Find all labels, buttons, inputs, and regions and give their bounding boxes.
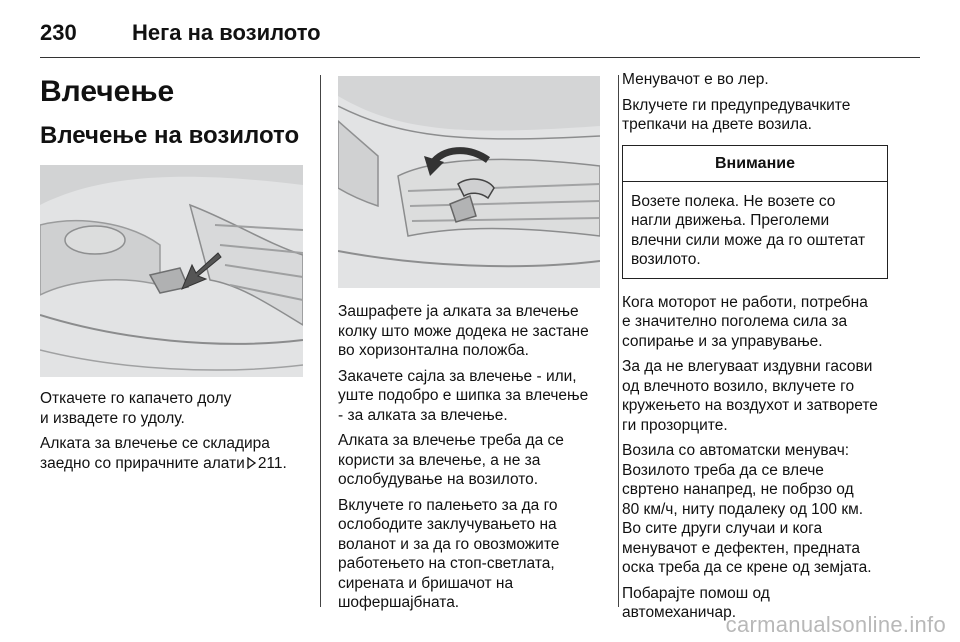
column-3 xyxy=(622,70,904,629)
towing-eye-illustration xyxy=(338,76,600,288)
warning-title: Внимание xyxy=(623,146,887,182)
paragraph: Вклучете ги предупредувачките трепкачи на двете возила. xyxy=(622,96,851,133)
paragraph-with-reference xyxy=(40,434,305,473)
paragraph: Побарајте помош од автомеханичар. xyxy=(622,584,770,621)
paragraph: За да не влегуваат издувни гасови од влечното возило, вклучете го кружењето на воздухот и затворете ги прозорците. xyxy=(622,358,878,434)
warning-box xyxy=(622,145,888,279)
warning-text: Возете полека. Не возете со нагли движења. Преголеми влечни сили може да го оштетат возилото. xyxy=(631,192,866,268)
bumper-cover-illustration xyxy=(40,165,303,377)
paragraph: Возила со автоматски менувач: Возилото треба да се влече свртено нанапред, не побрзо од 80 км/ч, ниту подалеку од 100 км. Во сите други случаи и кога менувачот е дефектен, предната оска треба да се крене од земјата. xyxy=(622,442,872,576)
paragraph: Вклучете го палењето за да го ослободите заклучувањето на воланот и за да го овозможите работењето на стоп-светлата, сирената и бришачот на шофершајбната. xyxy=(338,496,560,611)
paragraph: Откачете го капачето долу и извадете го удолу. xyxy=(40,390,232,427)
column-2 xyxy=(338,70,603,619)
reference-page: 211. xyxy=(257,454,287,472)
triangle-reference-icon xyxy=(247,455,256,467)
paragraph: Алката за влечење треба да се користи за влечење, а не за ослобудување на возилото. xyxy=(338,432,564,488)
column-divider-1 xyxy=(320,75,321,607)
paragraph: Менувачот е во лер. xyxy=(622,71,769,88)
column-1 xyxy=(40,70,305,479)
subsection-title: Влечење на возилото xyxy=(40,122,300,149)
page-number: 230 xyxy=(40,20,77,45)
paragraph: Зашрафете ја алката за влечење колку што може додека не застане во хоризонтална положба. xyxy=(338,303,589,359)
paragraph: Кога моторот не работи, потребна е значително поголема сила за сопирање и за управување. xyxy=(622,293,868,350)
paragraph-text: Алката за влечење се складира заедно со прирачните алати xyxy=(40,435,270,472)
watermark: carmanualsonline.info xyxy=(725,612,946,637)
header-divider xyxy=(40,57,920,58)
paragraph: Закачете сајла за влечење - или, уште подобро е шипка за влечење - за алката за влечење. xyxy=(338,367,589,424)
section-title: Влечење xyxy=(40,75,175,108)
column-divider-2 xyxy=(618,75,619,607)
chapter-title: Нега на возилото xyxy=(132,20,321,45)
